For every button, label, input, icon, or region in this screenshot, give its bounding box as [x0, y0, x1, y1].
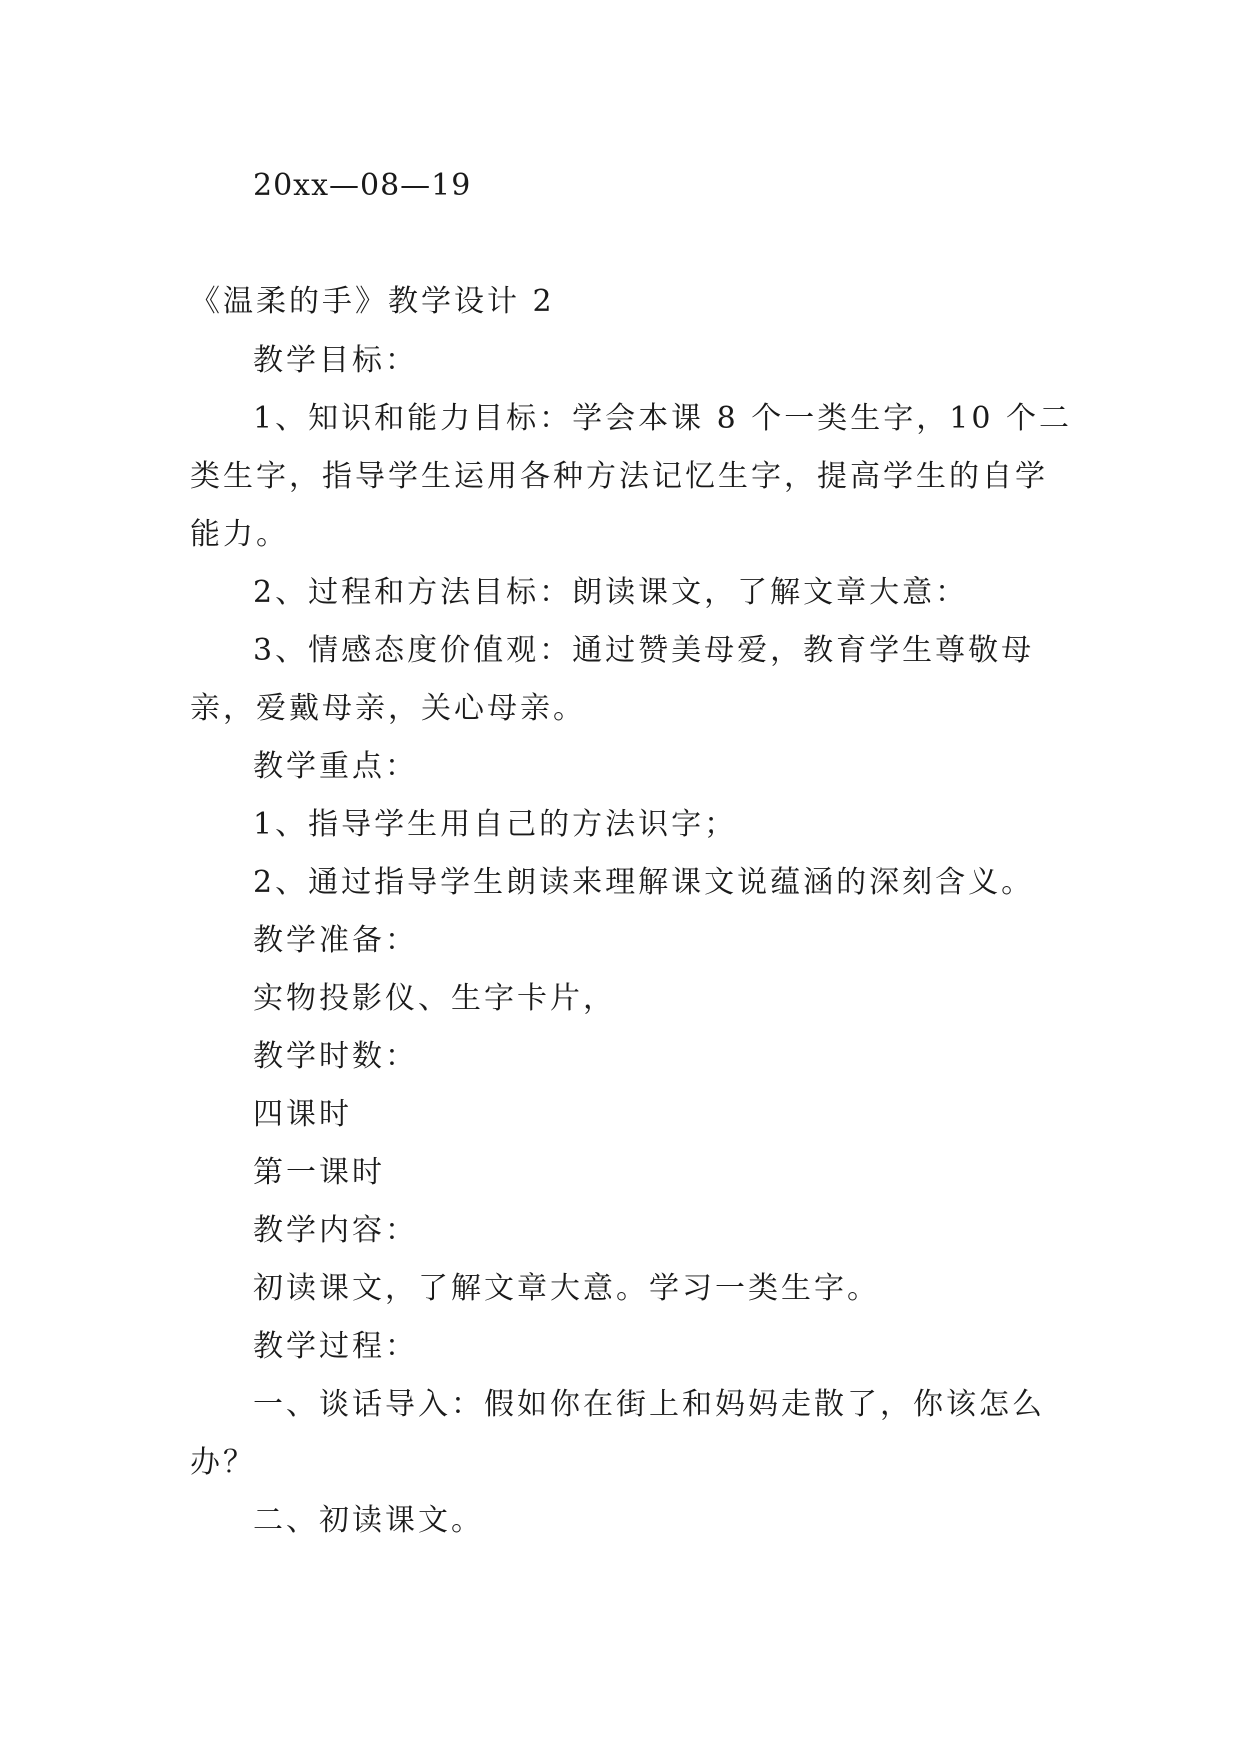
- paragraph-line: 亲，爱戴母亲，关心母亲。: [190, 691, 586, 726]
- section-heading-hours: 教学时数：: [253, 1039, 418, 1074]
- document-title: 《温柔的手》教学设计 2: [190, 284, 555, 319]
- paragraph-line: 四课时: [253, 1097, 352, 1132]
- paragraph-line: 办？: [190, 1445, 256, 1480]
- paragraph-line: 1、指导学生用自己的方法识字；: [253, 807, 738, 842]
- paragraph-line: 一、谈话导入：假如你在街上和妈妈走散了，你该怎么: [253, 1387, 1045, 1422]
- paragraph-line: 能力。: [190, 517, 289, 552]
- paragraph-line: 第一课时: [253, 1155, 385, 1190]
- section-heading-objectives: 教学目标：: [253, 343, 418, 378]
- paragraph-line: 二、初读课文。: [253, 1503, 484, 1538]
- paragraph-line: 2、通过指导学生朗读来理解课文说蕴涵的深刻含义。: [253, 865, 1035, 900]
- section-heading-preparation: 教学准备：: [253, 923, 418, 958]
- section-heading-content: 教学内容：: [253, 1213, 418, 1248]
- section-heading-process: 教学过程：: [253, 1329, 418, 1364]
- paragraph-line: 1、知识和能力目标：学会本课 8 个一类生字，10 个二: [253, 401, 1072, 436]
- paragraph-line: 实物投影仪、生字卡片，: [253, 981, 616, 1016]
- document-date: 20xx—08—19: [253, 168, 472, 203]
- paragraph-line: 2、过程和方法目标：朗读课文，了解文章大意：: [253, 575, 969, 610]
- paragraph-line: 3、情感态度价值观：通过赞美母爱，教育学生尊敬母: [253, 633, 1035, 668]
- paragraph-line: 类生字，指导学生运用各种方法记忆生字，提高学生的自学: [190, 459, 1048, 494]
- section-heading-key-points: 教学重点：: [253, 749, 418, 784]
- paragraph-line: 初读课文，了解文章大意。学习一类生字。: [253, 1271, 880, 1306]
